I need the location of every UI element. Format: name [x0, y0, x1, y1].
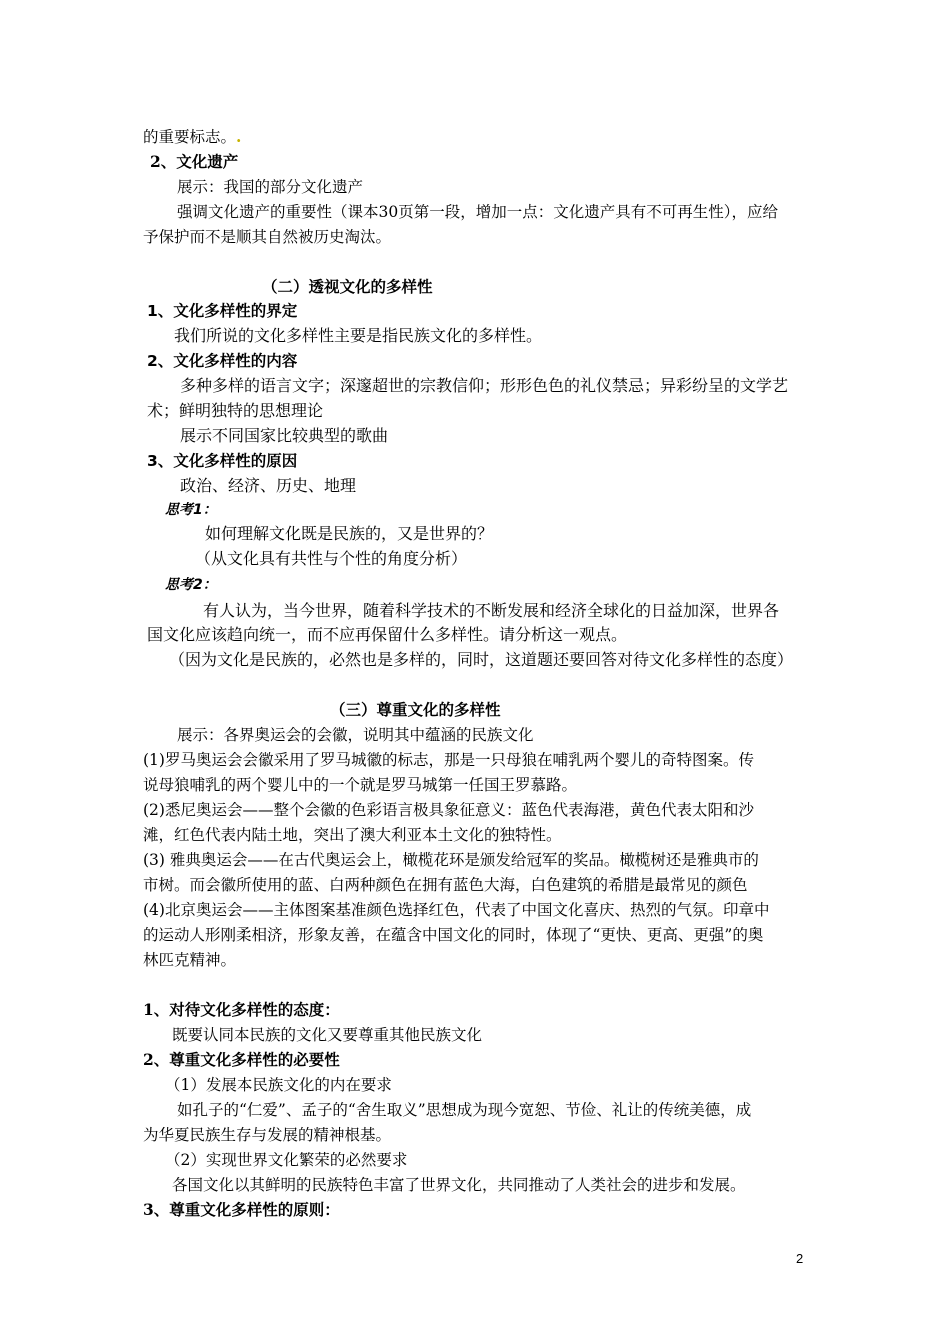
section-heading: 2、尊重文化多样性的必要性: [143, 1050, 340, 1069]
yellow-mark: .: [236, 127, 242, 146]
text-line: （2）实现世界文化繁荣的必然要求: [165, 1151, 408, 1169]
section-heading: 3、文化多样性的原因: [147, 452, 298, 470]
text-line: (1)罗马奥运会会徽采用了罗马城徽的标志，那是一只母狼在哺乳两个婴儿的奇特图案。传: [143, 751, 754, 769]
text-span: 的重要标志。: [143, 128, 237, 146]
text-line: (4)北京奥运会——主体图案基准颜色选择红色，代表了中国文化喜庆、热烈的气氛。印章中: [143, 901, 770, 919]
think-label: 思考1：: [165, 502, 217, 518]
think-label: 思考2：: [165, 577, 217, 593]
text-line: 有人认为，当今世界，随着科学技术的不断发展和经济全球化的日益加深，世界各: [203, 601, 780, 620]
text-line: 说母狼哺乳的两个婴儿中的一个就是罗马城第一任国王罗慕路。: [143, 776, 578, 794]
section-heading: 2、文化遗产: [150, 152, 239, 171]
text-line: 予保护而不是顺其自然被历史淘汰。: [143, 228, 392, 246]
section-heading: 2、文化多样性的内容: [147, 352, 298, 370]
text-line: （因为文化是民族的，必然也是多样的，同时，这道题还要回答对待文化多样性的态度）: [169, 650, 794, 669]
text-line: 滩，红色代表内陆土地，突出了澳大利亚本土文化的独特性。: [143, 826, 562, 844]
text-line: 展示：各界奥运会的会徽，说明其中蕴涵的民族文化: [177, 726, 534, 744]
text-line: (2)悉尼奥运会——整个会徽的色彩语言极具象征意义：蓝色代表海港，黄色代表太阳和沙: [143, 801, 754, 819]
text-line: 如孔子的“仁爱”、孟子的“舍生取义”思想成为现今宽恕、节俭、礼让的传统美德，成: [177, 1101, 752, 1119]
text-line: 既要认同本民族的文化又要尊重其他民族文化: [172, 1026, 483, 1044]
text-line: 市树。而会徽所使用的蓝、白两种颜色在拥有蓝色大海，白色建筑的希腊是最常见的颜色: [143, 876, 748, 894]
section-heading: 1、对待文化多样性的态度：: [143, 1000, 340, 1019]
text-line: [143, 127, 241, 147]
text-line: 如何理解文化既是民族的，又是世界的？: [205, 524, 494, 543]
text-line: 国文化应该趋向统一，而不应再保留什么多样性。请分析这一观点。: [147, 625, 628, 644]
part-heading: （三）尊重文化的多样性: [330, 700, 501, 719]
text-line: 的运动人形刚柔相济，形象友善，在蕴含中国文化的同时，体现了“更快、更高、更强”的奥: [143, 926, 764, 944]
text-line: （1）发展本民族文化的内在要求: [165, 1076, 392, 1094]
text-line: 展示不同国家比较典型的歌曲: [180, 426, 389, 445]
page-number: 2: [796, 1251, 804, 1266]
text-line: 为华夏民族生存与发展的精神根基。: [143, 1126, 392, 1144]
text-line: 我们所说的文化多样性主要是指民族文化的多样性。: [174, 326, 543, 345]
text-line: 术；鲜明独特的思想理论: [147, 401, 324, 420]
text-line: 多种多样的语言文字；深邃超世的宗教信仰；形形色色的礼仪禁忌；异彩纷呈的文学艺: [180, 376, 789, 395]
text-line: (3) 雅典奥运会——在古代奥运会上，橄榄花环是颁发给冠军的奖品。橄榄树还是雅典市的: [143, 851, 759, 869]
part-heading: （二）透视文化的多样性: [262, 277, 433, 296]
text-line: 强调文化遗产的重要性（课本30页第一段，增加一点：文化遗产具有不可再生性），应给: [177, 203, 778, 221]
section-heading: 1、文化多样性的界定: [147, 302, 298, 320]
text-line: 林匹克精神。: [143, 951, 237, 969]
text-line: 各国文化以其鲜明的民族特色丰富了世界文化，共同推动了人类社会的进步和发展。: [172, 1176, 746, 1194]
text-line: （从文化具有共性与个性的角度分析）: [195, 549, 468, 568]
text-line: 政治、经济、历史、地理: [180, 476, 357, 495]
text-line: 展示：我国的部分文化遗产: [177, 178, 364, 196]
section-heading: 3、尊重文化多样性的原则：: [143, 1200, 340, 1219]
